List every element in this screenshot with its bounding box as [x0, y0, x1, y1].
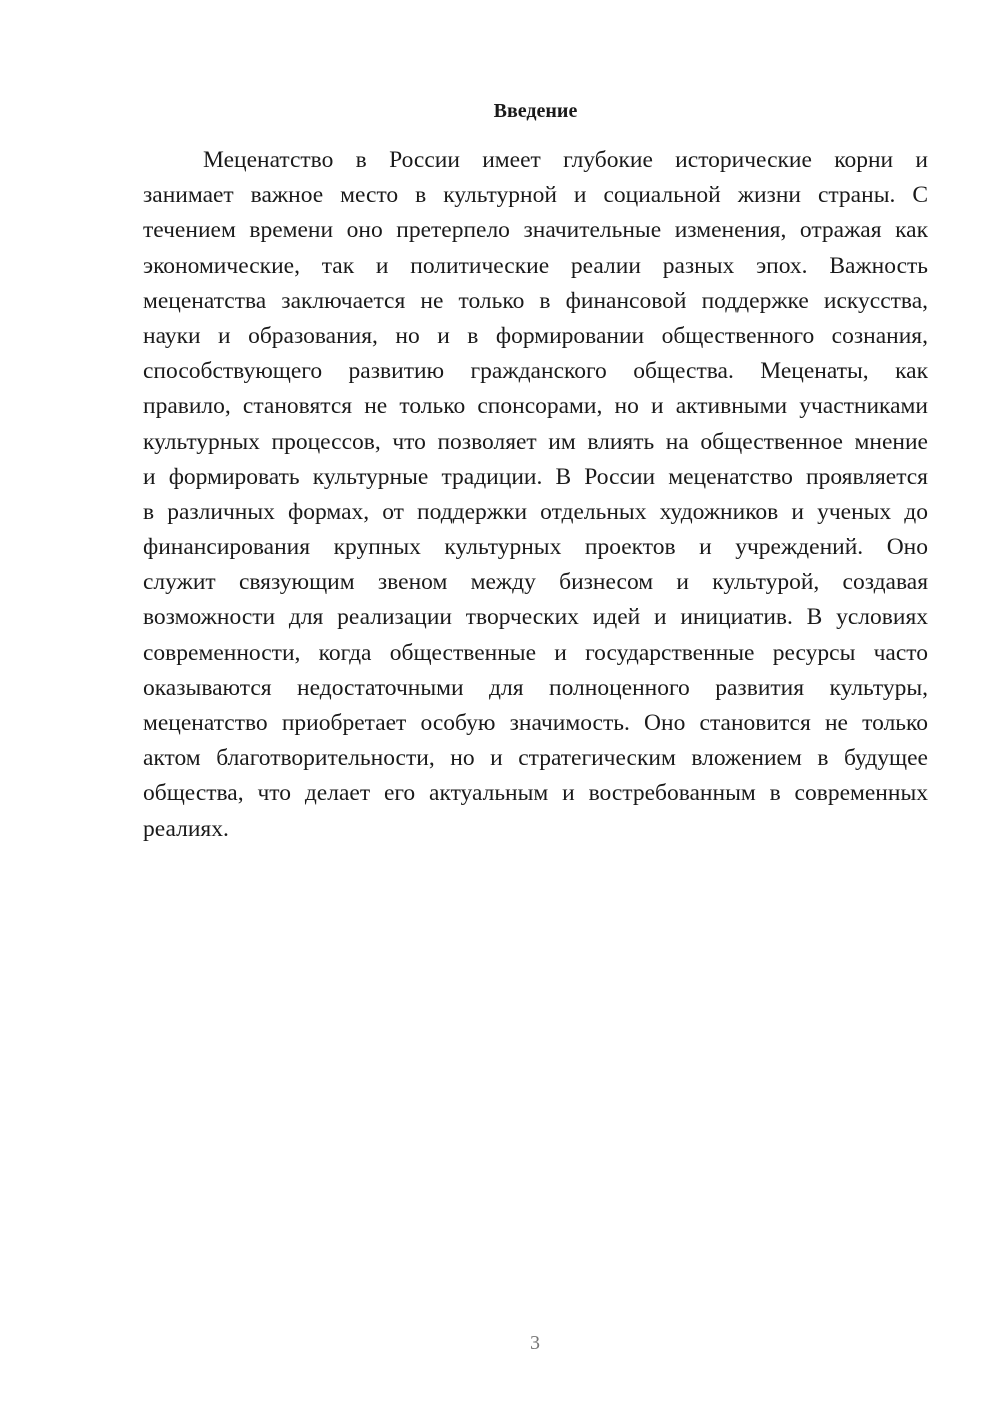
paragraph-line: в различных формах, от поддержки отдельных художников и ученых до [143, 498, 928, 525]
intro-paragraph [143, 143, 928, 847]
paragraph-line: финансирования крупных культурных проектов и учреждений. Оно [143, 534, 928, 561]
paragraph-line: актом благотворительности, но и стратегическим вложением в будущее [143, 745, 928, 772]
paragraph-line: экономические, так и политические реалии разных эпох. Важность [143, 252, 928, 279]
section-heading: Введение [493, 100, 578, 122]
paragraph-line: реалиях. [143, 815, 229, 842]
paragraph-line: служит связующим звеном между бизнесом и культурой, создавая [143, 569, 928, 596]
paragraph-line: современности, когда общественные и государственные ресурсы часто [143, 639, 928, 666]
paragraph-line: правило, становятся не только спонсорами, но и активными участниками [143, 393, 928, 420]
page-number: 3 [530, 1332, 540, 1354]
paragraph-line: и формировать культурные традиции. В России меценатство проявляется [143, 463, 928, 490]
paragraph-line: меценатство приобретает особую значимость. Оно становится не только [143, 710, 928, 736]
paragraph-line: способствующего развитию гражданского общества. Меценаты, как [143, 358, 928, 385]
paragraph-line: течением времени оно претерпело значительные изменения, отражая как [143, 217, 928, 244]
paragraph-line: культурных процессов, что позволяет им влиять на общественное мнение [143, 428, 928, 455]
paragraph-line: оказываются недостаточными для полноценного развития культуры, [143, 674, 928, 701]
paragraph-line: Меценатство в России имеет глубокие исторические корни и [203, 147, 928, 173]
paragraph-line: науки и образования, но и в формировании общественного сознания, [143, 322, 928, 349]
paragraph-line: занимает важное место в культурной и социальной жизни страны. С [143, 182, 928, 209]
paragraph-line: меценатства заключается не только в финансовой поддержке искусства, [143, 287, 928, 314]
paragraph-line: общества, что делает его актуальным и востребованным в современных [143, 780, 928, 807]
paragraph-line: возможности для реализации творческих идей и инициатив. В условиях [143, 604, 928, 631]
